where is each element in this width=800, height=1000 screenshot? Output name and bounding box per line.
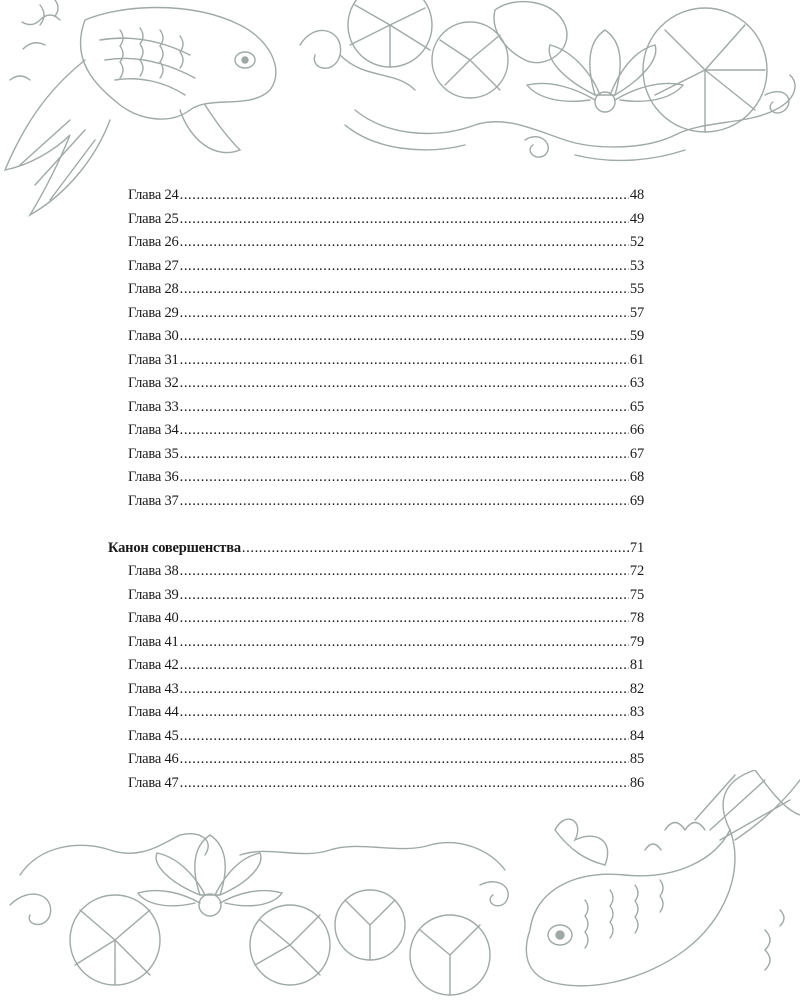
toc-chapter-entry[interactable] xyxy=(108,419,644,443)
toc-entry-label: Глава 32 xyxy=(128,375,179,391)
toc-entry-page-number: 66 xyxy=(629,422,644,438)
toc-chapter-entry[interactable] xyxy=(108,560,644,584)
dot-leader xyxy=(180,231,629,255)
dot-leader xyxy=(180,443,629,467)
toc-chapter-entry[interactable] xyxy=(108,772,644,796)
toc-entry-label: Глава 25 xyxy=(128,210,179,227)
section-spacer xyxy=(108,513,644,537)
toc-chapter-entry[interactable] xyxy=(108,725,644,749)
dot-leader xyxy=(180,725,629,749)
toc-entry-label: Глава 37 xyxy=(128,492,179,509)
toc-chapter-entry[interactable] xyxy=(108,325,644,349)
toc-chapter-entry[interactable] xyxy=(108,372,644,396)
toc-chapter-entry[interactable] xyxy=(108,302,644,326)
toc-entry-page-number: 67 xyxy=(629,445,644,462)
toc-chapter-entry[interactable] xyxy=(108,231,644,255)
toc-entry-label: Глава 47 xyxy=(128,774,179,791)
dot-leader xyxy=(180,325,629,349)
toc-entry-page-number: 61 xyxy=(629,351,644,368)
toc-entry-page-number: 81 xyxy=(629,657,644,673)
toc-chapter-entry[interactable] xyxy=(108,443,644,467)
toc-entry-page-number: 48 xyxy=(629,187,644,203)
toc-entry-label: Глава 28 xyxy=(128,281,179,297)
toc-chapter-entry[interactable] xyxy=(108,255,644,279)
toc-entry-label: Глава 35 xyxy=(128,445,179,462)
dot-leader xyxy=(180,678,629,702)
toc-entry-page-number: 55 xyxy=(629,281,644,297)
dot-leader xyxy=(180,255,629,279)
toc-entry-page-number: 59 xyxy=(629,328,644,344)
toc-entry-label: Глава 41 xyxy=(128,633,179,650)
toc-entry-page-number: 52 xyxy=(629,234,644,250)
toc-entry-page-number: 65 xyxy=(629,398,644,415)
toc-entry-label: Глава 36 xyxy=(128,469,179,485)
toc-chapter-entry[interactable] xyxy=(108,678,644,702)
dot-leader xyxy=(180,560,629,584)
toc-entry-page-number: 69 xyxy=(629,492,644,509)
toc-entry-label: Глава 33 xyxy=(128,398,179,415)
toc-entry-label: Глава 24 xyxy=(128,187,179,203)
toc-entry-page-number: 53 xyxy=(629,257,644,274)
toc-chapter-entry[interactable] xyxy=(108,584,644,608)
toc-entry-label: Глава 29 xyxy=(128,304,179,321)
toc-chapter-entry[interactable] xyxy=(108,701,644,725)
toc-entry-label: Глава 26 xyxy=(128,234,179,250)
toc-chapter-entry[interactable] xyxy=(108,184,644,208)
toc-entry-label: Глава 43 xyxy=(128,680,179,697)
toc-chapter-entry[interactable] xyxy=(108,208,644,232)
dot-leader xyxy=(180,701,629,725)
dot-leader xyxy=(180,349,629,373)
dot-leader xyxy=(180,748,629,772)
dot-leader xyxy=(180,607,629,631)
dot-leader xyxy=(180,772,629,796)
toc-entry-label: Глава 46 xyxy=(128,751,179,767)
toc-entry-label: Глава 27 xyxy=(128,257,179,274)
toc-entry-page-number: 86 xyxy=(629,774,644,791)
lotus-illustration-bottom-left xyxy=(0,815,520,1000)
dot-leader xyxy=(180,631,629,655)
lotus-illustration-top-right xyxy=(295,0,800,170)
dot-leader xyxy=(180,396,629,420)
toc-chapter-entry[interactable] xyxy=(108,654,644,678)
toc-entry-label: Глава 39 xyxy=(128,586,179,603)
dot-leader xyxy=(242,537,629,561)
dot-leader xyxy=(180,654,629,678)
toc-entry-page-number: 49 xyxy=(629,210,644,227)
toc-chapter-entry[interactable] xyxy=(108,278,644,302)
table-of-contents xyxy=(108,184,644,795)
toc-entry-page-number: 82 xyxy=(629,680,644,697)
koi-fish-illustration-bottom-right xyxy=(515,770,800,1000)
toc-entry-label: Глава 44 xyxy=(128,704,179,720)
toc-entry-page-number: 84 xyxy=(629,727,644,744)
toc-entry-label: Глава 38 xyxy=(128,563,179,579)
toc-entry-page-number: 68 xyxy=(629,469,644,485)
toc-entry-label: Глава 40 xyxy=(128,610,179,626)
dot-leader xyxy=(180,372,629,396)
toc-entry-page-number: 79 xyxy=(629,633,644,650)
toc-entry-label: Глава 34 xyxy=(128,422,179,438)
toc-entry-page-number: 57 xyxy=(629,304,644,321)
dot-leader xyxy=(180,208,629,232)
toc-chapter-entry[interactable] xyxy=(108,349,644,373)
toc-entry-page-number: 72 xyxy=(629,563,644,579)
toc-entry-label: Глава 42 xyxy=(128,657,179,673)
dot-leader xyxy=(180,466,629,490)
toc-entry-label: Глава 30 xyxy=(128,328,179,344)
toc-chapter-entry[interactable] xyxy=(108,396,644,420)
dot-leader xyxy=(180,490,629,514)
toc-chapter-entry[interactable] xyxy=(108,631,644,655)
toc-chapter-entry[interactable] xyxy=(108,748,644,772)
toc-chapter-entry[interactable] xyxy=(108,607,644,631)
toc-entry-page-number: 71 xyxy=(629,539,644,556)
dot-leader xyxy=(180,184,629,208)
toc-section-heading[interactable] xyxy=(108,537,644,561)
dot-leader xyxy=(180,419,629,443)
dot-leader xyxy=(180,278,629,302)
toc-chapter-entry[interactable] xyxy=(108,466,644,490)
toc-entry-page-number: 83 xyxy=(629,704,644,720)
toc-entry-label: Глава 45 xyxy=(128,727,179,744)
dot-leader xyxy=(180,302,629,326)
toc-entry-page-number: 78 xyxy=(629,610,644,626)
toc-entry-label: Канон совершенства xyxy=(108,539,241,556)
toc-entry-page-number: 63 xyxy=(629,375,644,391)
toc-entry-label: Глава 31 xyxy=(128,351,179,368)
toc-entry-page-number: 75 xyxy=(629,586,644,603)
dot-leader xyxy=(180,584,629,608)
toc-chapter-entry[interactable] xyxy=(108,490,644,514)
toc-entry-page-number: 85 xyxy=(629,751,644,767)
